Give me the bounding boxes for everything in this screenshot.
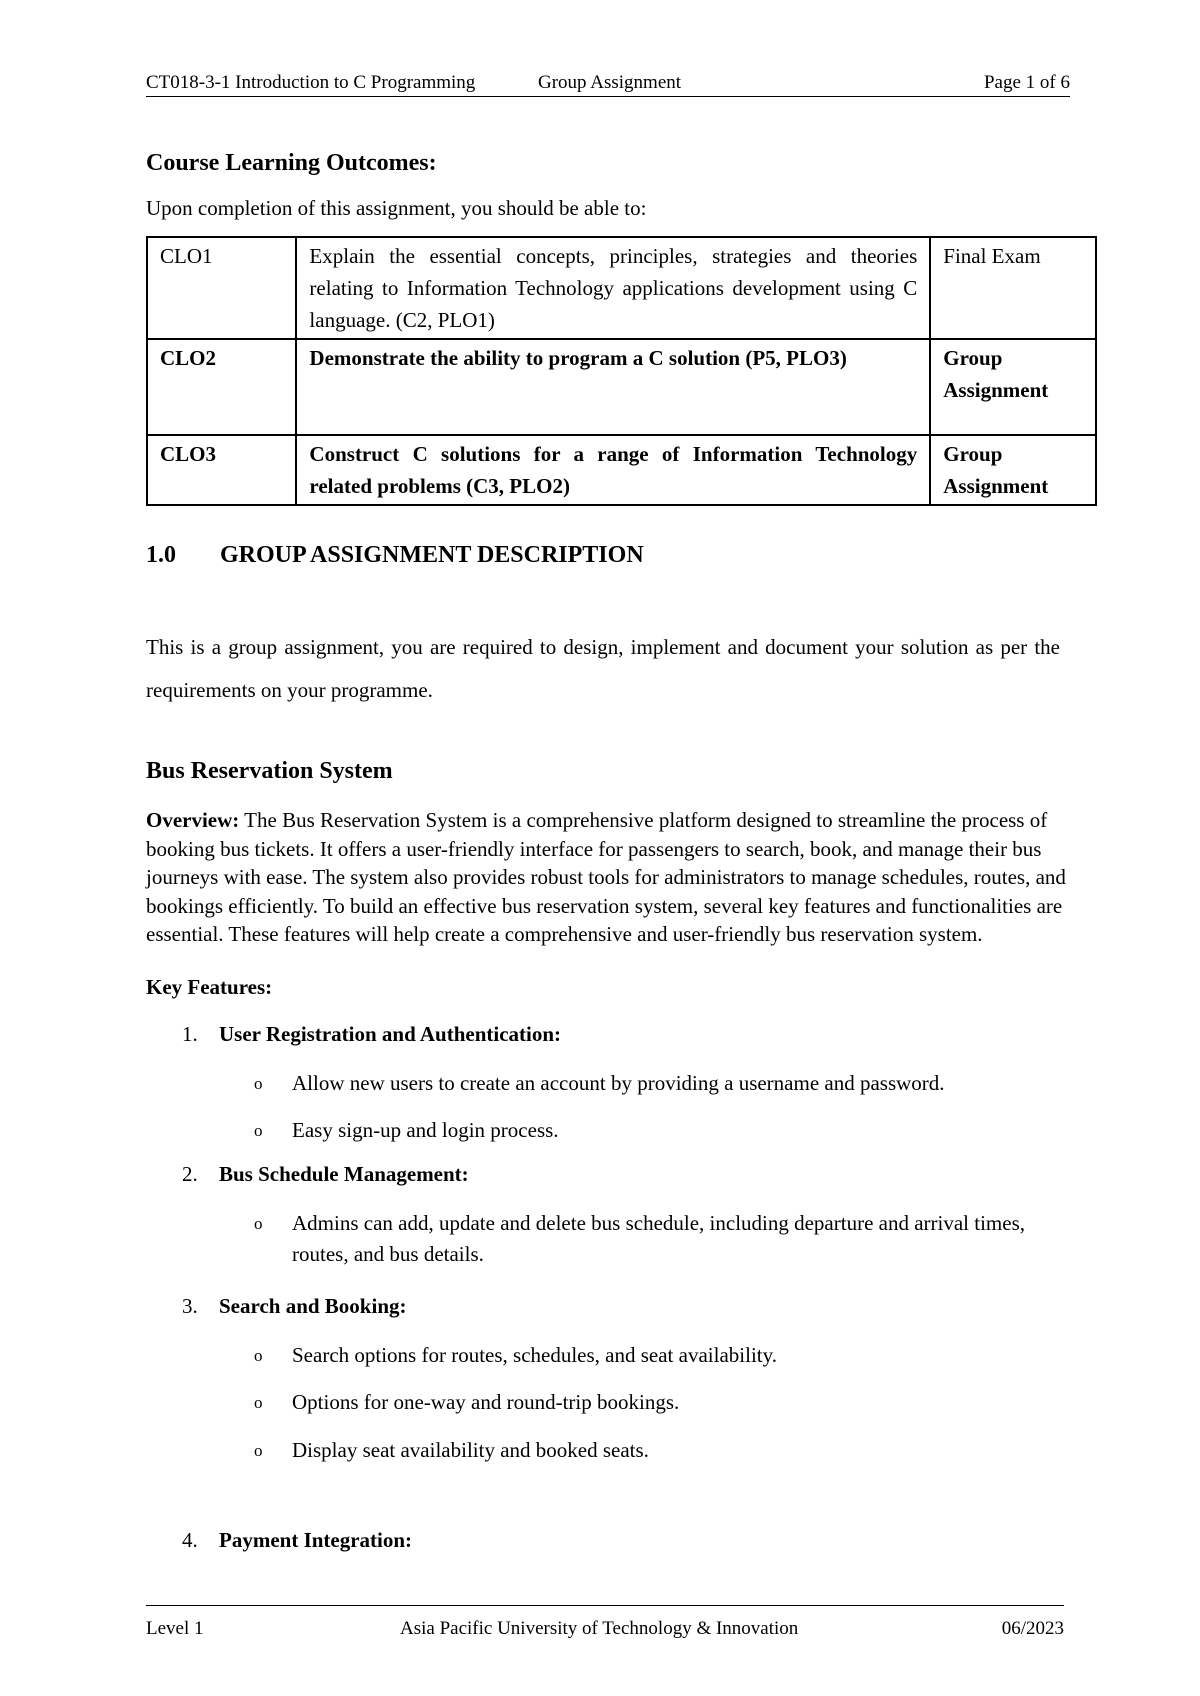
key-features-heading: Key Features: bbox=[146, 975, 273, 999]
bullet-icon: o bbox=[254, 1074, 263, 1093]
clo-table bbox=[146, 236, 1097, 506]
feature-number: 3. bbox=[182, 1294, 198, 1318]
feature-item: Display seat availability and booked seats. bbox=[292, 1438, 649, 1462]
feature-title: Payment Integration: bbox=[219, 1528, 413, 1552]
clo-heading: Course Learning Outcomes: bbox=[146, 150, 437, 176]
assignment-type: Group Assignment bbox=[538, 72, 682, 93]
clo-assessment: Group Assignment bbox=[930, 435, 1096, 505]
section-title: GROUP ASSIGNMENT DESCRIPTION bbox=[220, 542, 644, 568]
bullet-icon: o bbox=[254, 1214, 263, 1233]
bullet-icon: o bbox=[254, 1121, 263, 1140]
section-description: This is a group assignment, you are required to design, implement and document your solution as per the requirements on your programme. bbox=[146, 635, 1060, 702]
overview-paragraph bbox=[146, 806, 1070, 949]
clo-row bbox=[147, 435, 1096, 505]
clo-row bbox=[147, 339, 1096, 435]
feature-title: Search and Booking: bbox=[219, 1294, 407, 1318]
feature-title: User Registration and Authentication: bbox=[219, 1022, 562, 1046]
footer-level: Level 1 bbox=[146, 1618, 204, 1639]
clo-intro: Upon completion of this assignment, you should be able to: bbox=[146, 196, 647, 220]
feature-number: 1. bbox=[182, 1022, 198, 1046]
overview-label: Overview: bbox=[146, 808, 240, 832]
footer-date: 06/2023 bbox=[1001, 1618, 1064, 1639]
page-number: Page 1 of 6 bbox=[983, 72, 1070, 93]
feature-number: 4. bbox=[182, 1528, 198, 1552]
clo-assessment: Group Assignment bbox=[930, 339, 1096, 435]
clo-description: Construct C solutions for a range of Information Technology related problems (C3, PLO2) bbox=[296, 435, 930, 505]
clo-row bbox=[147, 237, 1096, 339]
clo-code: CLO3 bbox=[147, 435, 296, 505]
section-number: 1.0 bbox=[146, 542, 176, 568]
overview-text: The Bus Reservation System is a comprehensive platform designed to streamline the process of booking bus tickets. It offers a user-friendly interface for passengers to search, book, and manage their bus journeys with ease. The system also provides robust tools for administrators to manage schedules, routes, and bookings efficiently. To build an effective bus reservation system, several key features and functionalities are essential. These features will help create a comprehensive and user-friendly bus reservation system. bbox=[146, 808, 1066, 946]
page-header bbox=[146, 70, 1070, 97]
bullet-icon: o bbox=[254, 1393, 263, 1412]
feature-title: Bus Schedule Management: bbox=[219, 1162, 469, 1186]
clo-description: Demonstrate the ability to program a C solution (P5, PLO3) bbox=[296, 339, 930, 435]
clo-code: CLO1 bbox=[147, 237, 296, 339]
clo-description: Explain the essential concepts, principles, strategies and theories relating to Information Technology applications development using C language. (C2, PLO1) bbox=[296, 237, 930, 339]
bullet-icon: o bbox=[254, 1441, 263, 1460]
footer-university: Asia Pacific University of Technology & Innovation bbox=[400, 1618, 799, 1639]
clo-code: CLO2 bbox=[147, 339, 296, 435]
system-title: Bus Reservation System bbox=[146, 758, 393, 784]
page-footer bbox=[146, 1605, 1064, 1646]
feature-number: 2. bbox=[182, 1162, 198, 1186]
feature-item: Allow new users to create an account by providing a username and password. bbox=[292, 1071, 945, 1095]
feature-item: Admins can add, update and delete bus schedule, including departure and arrival times, routes, and bus details. bbox=[292, 1211, 1026, 1266]
feature-item: Options for one-way and round-trip bookings. bbox=[292, 1390, 680, 1414]
course-code-title: CT018-3-1 Introduction to C Programming bbox=[146, 72, 476, 93]
bullet-icon: o bbox=[254, 1346, 263, 1365]
feature-item: Search options for routes, schedules, and seat availability. bbox=[292, 1343, 777, 1367]
clo-assessment: Final Exam bbox=[930, 237, 1096, 339]
feature-item: Easy sign-up and login process. bbox=[292, 1118, 559, 1142]
